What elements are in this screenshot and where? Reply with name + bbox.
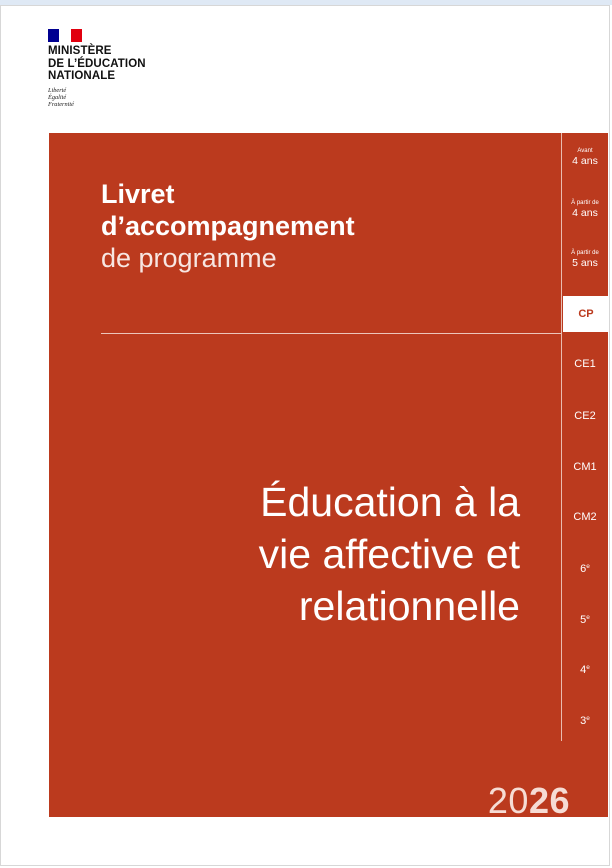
level-number: 3 (580, 715, 587, 727)
level-sidebar (561, 133, 608, 741)
main-title (259, 476, 520, 632)
ministry-logo (48, 29, 188, 108)
level-4e (562, 661, 608, 677)
level-5e (562, 611, 608, 627)
level-ce1: CE1 (574, 358, 596, 370)
level-number: 6 (580, 563, 587, 575)
level-partir-4-ans (562, 199, 608, 220)
subtitle-bold-line: d’accompagnement (101, 211, 355, 241)
main-title-line: Éducation à la (260, 479, 520, 525)
booklet-subtitle (101, 178, 355, 274)
level-age: 4 ans (572, 155, 598, 167)
motto-line: Égalité (48, 93, 67, 101)
level-cp-active: CP (563, 296, 609, 332)
motto-line: Fraternité (48, 100, 74, 108)
level-suffix: e (586, 563, 590, 570)
level-suffix: e (586, 664, 590, 671)
level-6e (562, 560, 608, 576)
republic-motto (48, 87, 188, 109)
level-caption: Avant (577, 148, 593, 154)
subtitle-light-line: de programme (101, 243, 277, 273)
ministry-name-line: DE L’ÉDUCATION (48, 57, 146, 70)
level-cm2: CM2 (573, 511, 597, 523)
edition-year (488, 779, 570, 823)
year-suffix: 26 (528, 780, 570, 821)
cover-panel (49, 133, 608, 821)
french-flag-icon (48, 29, 82, 42)
main-title-line: relationnelle (298, 583, 520, 629)
subtitle-bold-line: Livret (101, 179, 175, 209)
level-number: 5 (580, 614, 587, 626)
level-avant-4-ans (562, 147, 608, 168)
level-age: 4 ans (572, 207, 598, 219)
level-number: 4 (580, 664, 587, 676)
level-caption: À partir de (571, 250, 599, 256)
level-suffix: e (586, 715, 590, 722)
main-title-line: vie affective et (258, 531, 520, 577)
motto-line: Liberté (48, 86, 67, 94)
level-ce2: CE2 (574, 410, 596, 422)
level-age: 5 ans (572, 257, 598, 269)
level-3e (562, 712, 608, 728)
level-caption: À partir de (571, 200, 599, 206)
ministry-name-line: MINISTÈRE (48, 45, 112, 57)
level-cm1: CM1 (573, 461, 597, 473)
title-divider (101, 333, 561, 334)
ministry-name (48, 45, 188, 83)
level-partir-5-ans (562, 249, 608, 270)
level-suffix: e (586, 614, 590, 621)
year-prefix: 20 (487, 780, 529, 821)
ministry-name-line: NATIONALE (48, 70, 116, 82)
